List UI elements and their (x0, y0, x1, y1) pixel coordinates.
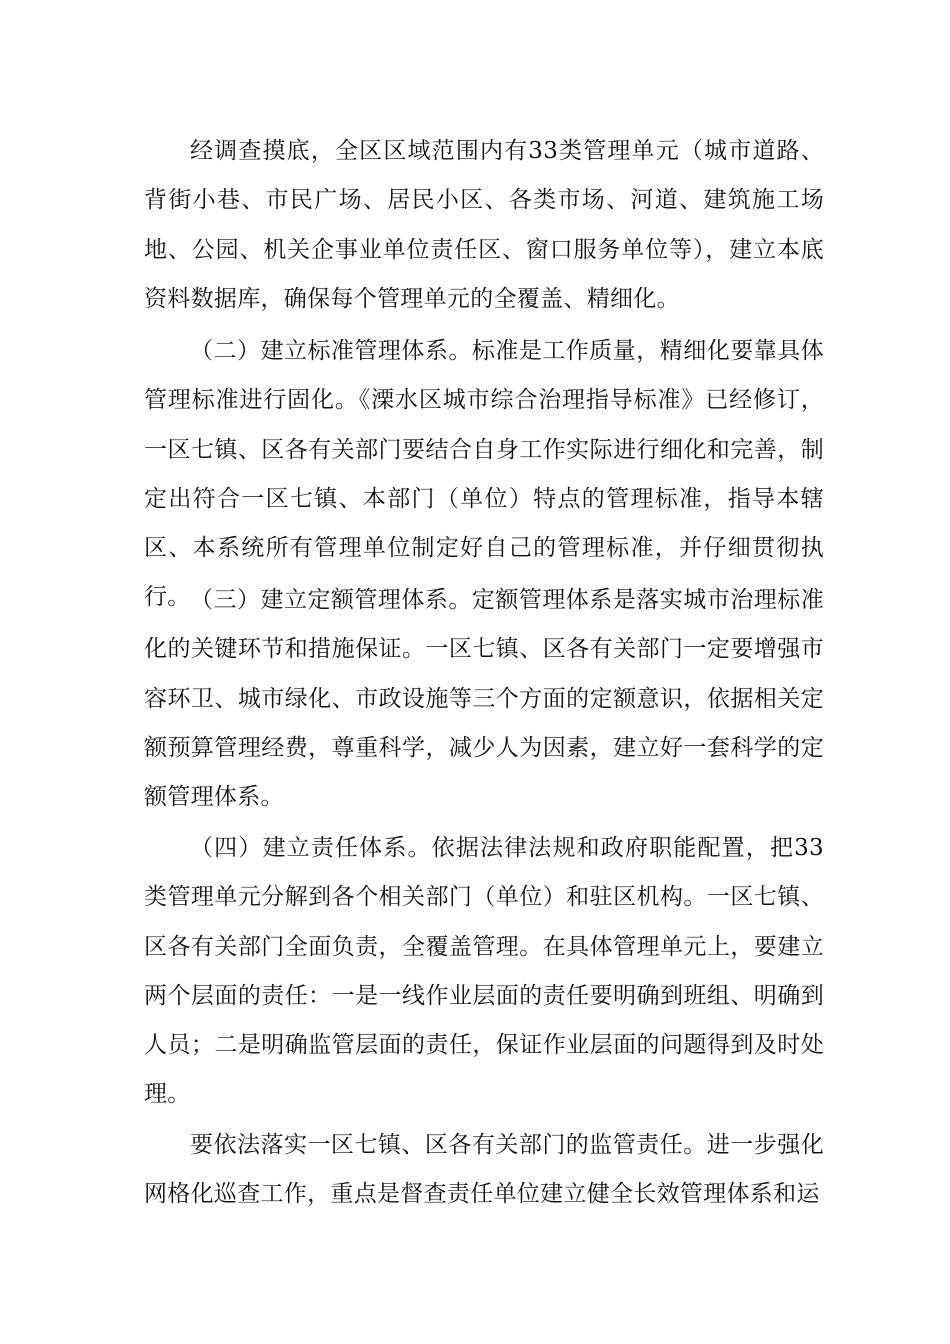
paragraph-standard-system: （二）建立标准管理体系。标准是工作质量，精细化要靠具体管理标准进行固化。《溧水区城市综合治理指导标准》已经修订，一区七镇、区各有关部门要结合自身工作实际进行细化和完善，制定出符合一区七镇、本部门（单位）特点的管理标准，指导本辖区、本系统所有管理单位制定好自己的管理标准，并仔细贯彻执行。 (144, 338, 824, 611)
paragraph-quota-system: （三）建立定额管理体系。定额管理体系是落实城市治理标准化的关键环节和措施保证。一区七镇、区各有关部门一定要增强市容环卫、城市绿化、市政设施等三个方面的定额意识，依据相关定额预算管理经费，尊重科学，减少人为因素，建立好一套科学的定额管理体系。 (144, 587, 824, 811)
paragraph-management-units: 经调查摸底，全区区域范围内有33类管理单元（城市道路、背街小巷、市民广场、居民小区、各类市场、河道、建筑施工场地、公园、机关企事业单位责任区、窗口服务单位等），建立本底资料数据库，确保每个管理单元的全覆盖、精细化。 (144, 138, 824, 312)
paragraph-supervision: 要依法落实一区七镇、区各有关部门的监管责任。进一步强化网格化巡查工作，重点是督查责任单位建立健全长效管理体系和运 (144, 1132, 824, 1208)
paragraph-responsibility-system: （四）建立责任体系。依据法律法规和政府职能配置，把33类管理单元分解到各个相关部门（单位）和驻区机构。一区七镇、区各有关部门全面负责，全覆盖管理。在具体管理单元上，要建立两个层面的责任：一是一线作业层面的责任要明确到班组、明确到人员；二是明确监管层面的责任，保证作业层面的问题得到及时处理。 (144, 835, 824, 1108)
